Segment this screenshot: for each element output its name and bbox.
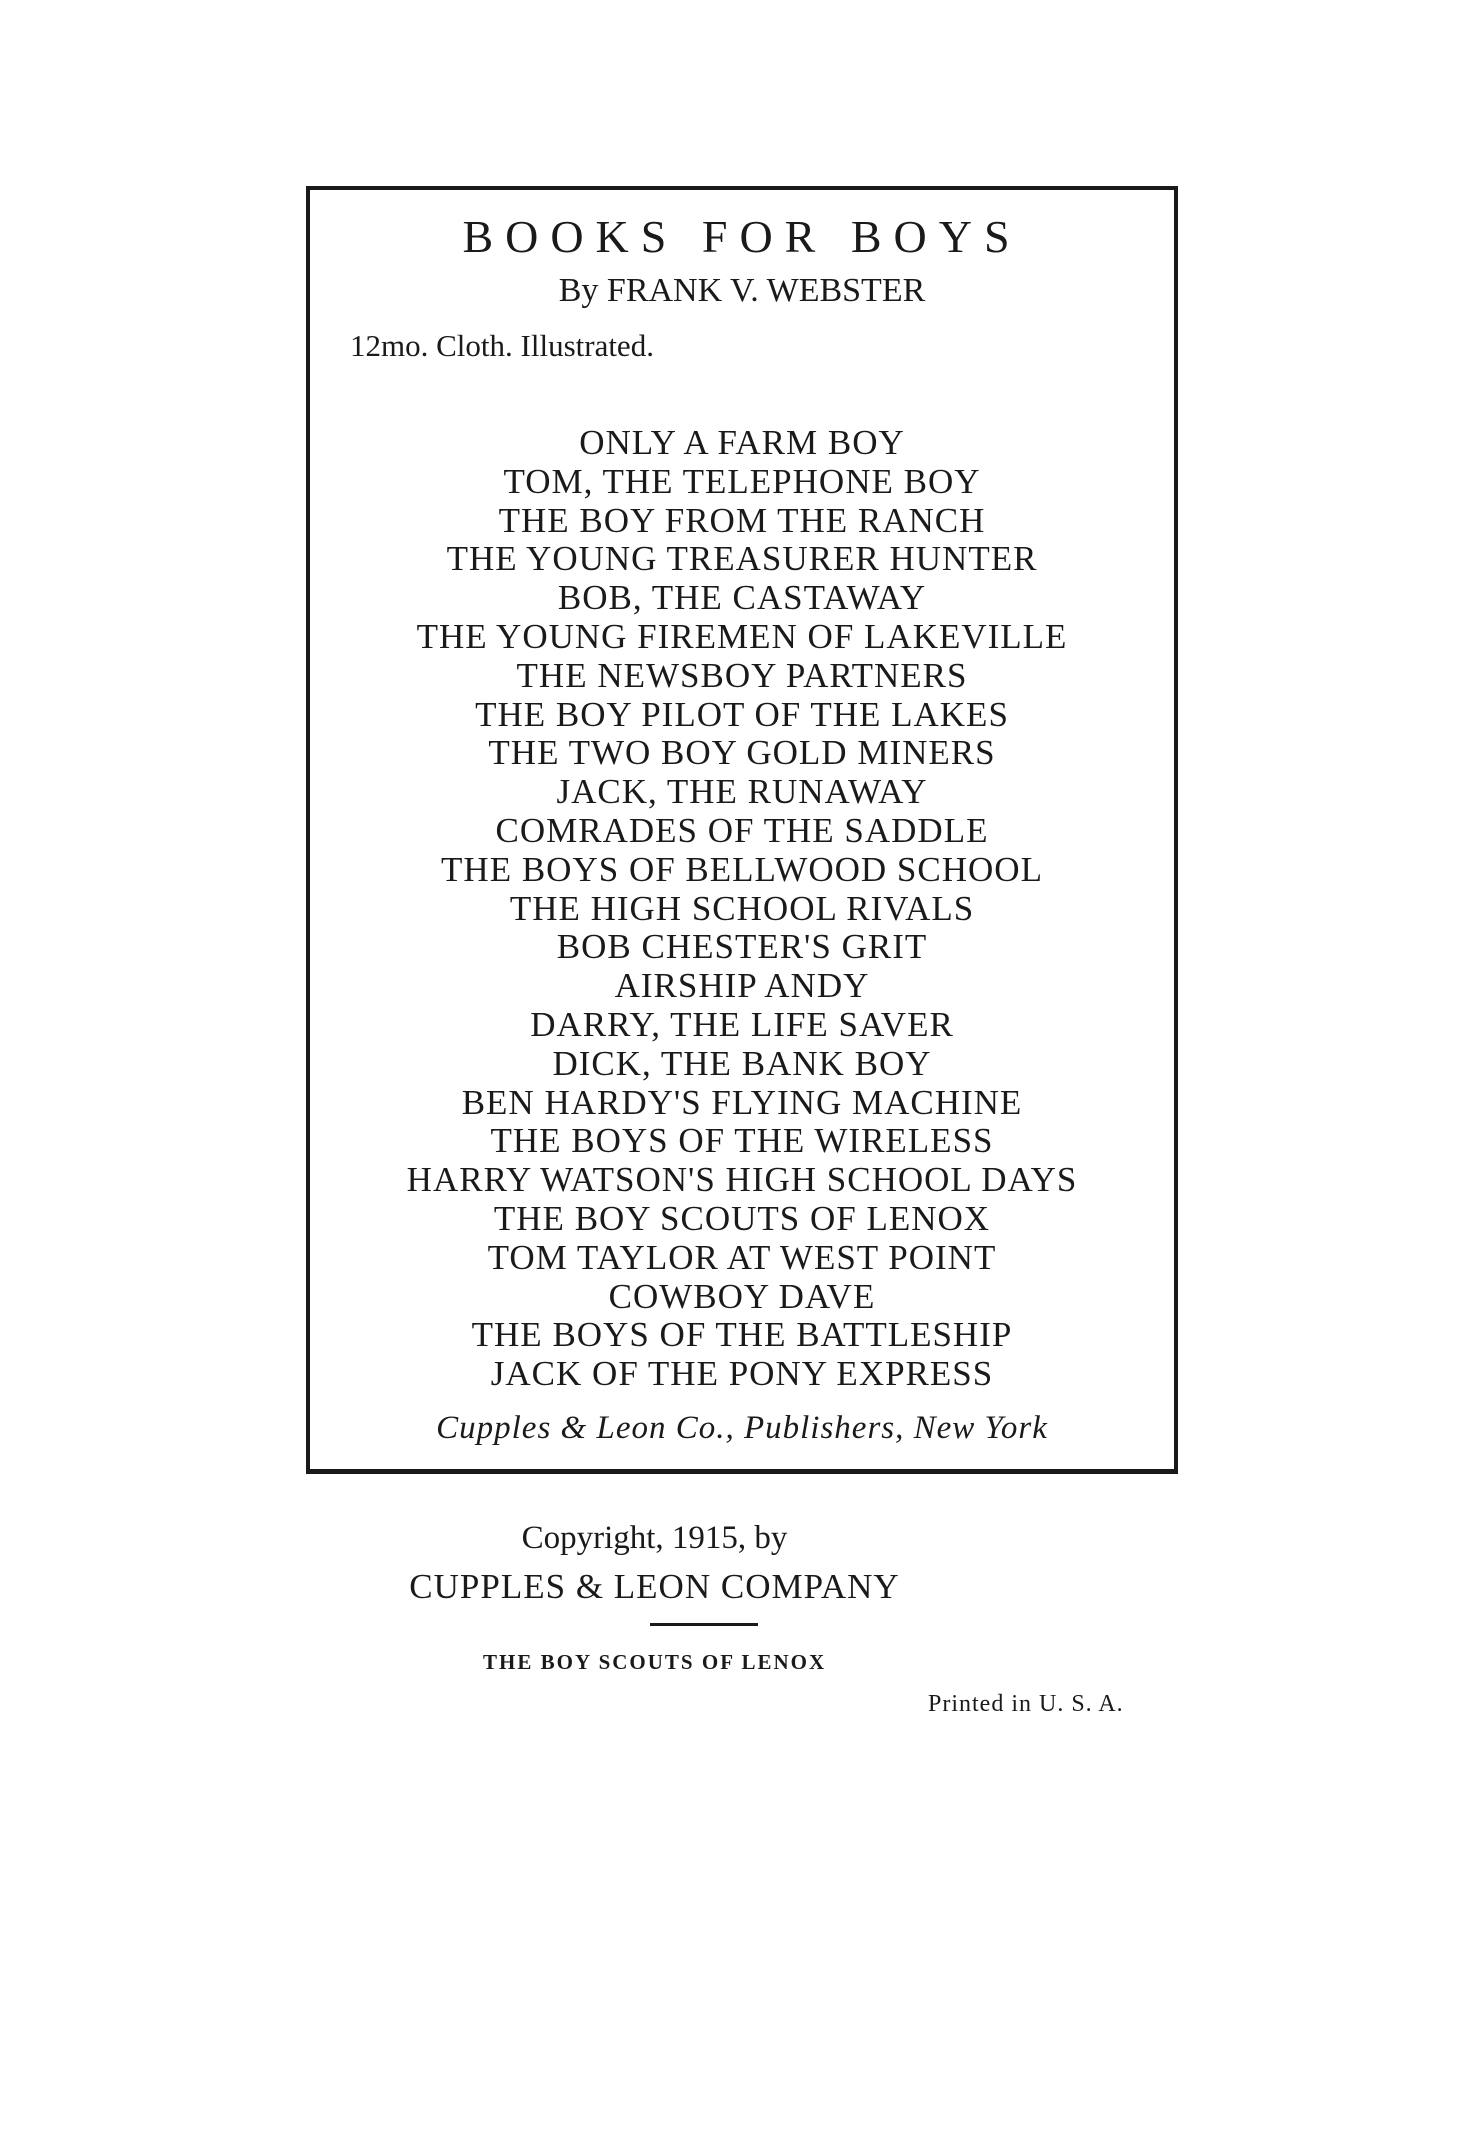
title-item: THE BOYS OF THE BATTLESHIP [471, 1315, 1013, 1355]
book-title: THE BOY SCOUTS OF LENOX [483, 1650, 827, 1674]
title-item: THE BOYS OF THE WIRELESS [490, 1121, 994, 1161]
title-item: THE YOUNG TREASURER HUNTER [446, 539, 1038, 579]
title-item: AIRSHIP ANDY [614, 966, 870, 1006]
title-item: COWBOY DAVE [608, 1276, 876, 1316]
advertisement-author: By FRANK V. WEBSTER [558, 272, 926, 309]
title-item: THE YOUNG FIREMEN OF LAKEVILLE [416, 616, 1068, 656]
company-name: CUPPLES & LEON COMPANY [409, 1567, 900, 1606]
advertisement-publisher: Cupples & Leon Co., Publishers, New York [436, 1410, 1048, 1446]
title-item: JACK, THE RUNAWAY [556, 772, 928, 812]
title-item: DICK, THE BANK BOY [552, 1043, 932, 1083]
title-item: COMRADES OF THE SADDLE [495, 810, 989, 850]
title-item: TOM, THE TELEPHONE BOY [503, 461, 981, 501]
title-item: THE BOY PILOT OF THE LAKES [475, 694, 1009, 734]
title-item: THE BOYS OF BELLWOOD SCHOOL [441, 849, 1043, 889]
title-item: TOM TAYLOR AT WEST POINT [487, 1237, 997, 1277]
advertisement-format: 12mo. Cloth. Illustrated. [350, 328, 654, 363]
title-item: THE HIGH SCHOOL RIVALS [509, 888, 975, 928]
title-item: BOB, THE CASTAWAY [557, 578, 927, 618]
printed-in: Printed in U. S. A. [928, 1691, 1124, 1717]
advertisement-box [306, 186, 1178, 1474]
title-item: HARRY WATSON'S HIGH SCHOOL DAYS [406, 1160, 1078, 1200]
advertisement-heading: BOOKS FOR BOYS [462, 211, 1022, 262]
title-item: THE NEWSBOY PARTNERS [516, 655, 968, 695]
copyright-line: Copyright, 1915, by [521, 1520, 788, 1556]
title-item: THE TWO BOY GOLD MINERS [488, 733, 996, 773]
title-item: BOB CHESTER'S GRIT [556, 927, 928, 967]
title-list [310, 424, 1174, 1394]
title-item: ONLY A FARM BOY [579, 423, 905, 462]
title-item: THE BOY SCOUTS OF LENOX [493, 1198, 991, 1238]
title-item: DARRY, THE LIFE SAVER [530, 1004, 954, 1044]
title-item: BEN HARDY'S FLYING MACHINE [461, 1082, 1023, 1122]
title-item: THE BOY FROM THE RANCH [498, 500, 986, 540]
divider-rule [650, 1623, 758, 1626]
title-item: JACK OF THE PONY EXPRESS [490, 1354, 994, 1394]
